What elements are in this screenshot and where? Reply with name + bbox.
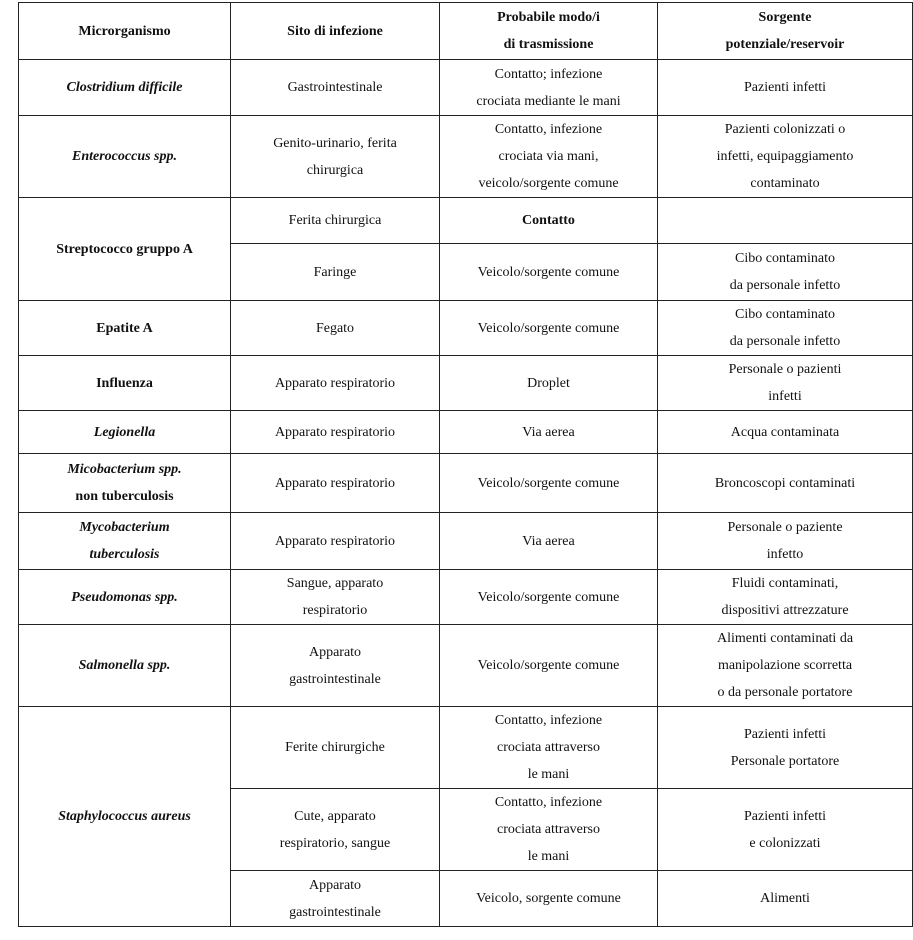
table-row: [19, 513, 913, 570]
site-cell: Cute, apparato respiratorio, sangue: [231, 789, 440, 871]
source-cell: Cibo contaminato da personale infetto: [658, 244, 913, 301]
mode-cell: Veicolo/sorgente comune: [440, 244, 658, 301]
mode-cell: Contatto, infezione crociata attraverso le mani: [440, 707, 658, 789]
source-cell: Personale o pazienti infetti: [658, 356, 913, 411]
mode-cell: Droplet: [440, 356, 658, 411]
table-row: [19, 454, 913, 513]
infection-table: [18, 2, 913, 927]
table-row: [19, 116, 913, 198]
table-row: [19, 198, 913, 244]
site-cell: Genito-urinario, ferita chirurgica: [231, 116, 440, 198]
mode-cell: Contatto, infezione crociata via mani, veicolo/sorgente comune: [440, 116, 658, 198]
source-cell: Alimenti contaminati da manipolazione scorretta o da personale portatore: [658, 625, 913, 707]
source-cell: Personale o paziente infetto: [658, 513, 913, 570]
site-cell: Apparato gastrointestinale: [231, 871, 440, 927]
organism-cell: Enterococcus spp.: [19, 116, 231, 198]
site-cell: Ferita chirurgica: [231, 198, 440, 244]
site-cell: Faringe: [231, 244, 440, 301]
header-cell: Microrganismo: [19, 3, 231, 60]
source-cell: [658, 198, 913, 244]
source-cell: Alimenti: [658, 871, 913, 927]
source-cell: Broncoscopi contaminati: [658, 454, 913, 513]
site-cell: Fegato: [231, 301, 440, 356]
mode-cell: Contatto; infezione crociata mediante le mani: [440, 60, 658, 116]
table-row: [19, 356, 913, 411]
site-cell: Ferite chirurgiche: [231, 707, 440, 789]
table-row: [19, 411, 913, 454]
source-cell: Acqua contaminata: [658, 411, 913, 454]
organism-cell: Streptococco gruppo A: [19, 198, 231, 301]
organism-cell: Epatite A: [19, 301, 231, 356]
source-cell: Pazienti infetti Personale portatore: [658, 707, 913, 789]
organism-cell: Mycobacterium tuberculosis: [19, 513, 231, 570]
site-cell: Apparato gastrointestinale: [231, 625, 440, 707]
organism-cell: Pseudomonas spp.: [19, 570, 231, 625]
mode-cell: Veicolo/sorgente comune: [440, 301, 658, 356]
mode-cell: Contatto, infezione crociata attraverso le mani: [440, 789, 658, 871]
header-cell: Sito di infezione: [231, 3, 440, 60]
mode-cell: Veicolo/sorgente comune: [440, 625, 658, 707]
organism-cell: Legionella: [19, 411, 231, 454]
organism-cell: Salmonella spp.: [19, 625, 231, 707]
site-cell: Apparato respiratorio: [231, 356, 440, 411]
site-cell: Sangue, apparato respiratorio: [231, 570, 440, 625]
source-cell: Cibo contaminato da personale infetto: [658, 301, 913, 356]
site-cell: Gastrointestinale: [231, 60, 440, 116]
table-row: [19, 60, 913, 116]
organism-cell: Clostridium difficile: [19, 60, 231, 116]
site-cell: Apparato respiratorio: [231, 454, 440, 513]
site-cell: Apparato respiratorio: [231, 411, 440, 454]
organism-cell: Micobacterium spp. non tuberculosis: [19, 454, 231, 513]
source-cell: Fluidi contaminati, dispositivi attrezzature: [658, 570, 913, 625]
source-cell: Pazienti infetti e colonizzati: [658, 789, 913, 871]
table-row: [19, 570, 913, 625]
header-cell: Probabile modo/i di trasmissione: [440, 3, 658, 60]
mode-cell: Via aerea: [440, 513, 658, 570]
mode-cell: Veicolo, sorgente comune: [440, 871, 658, 927]
mode-cell: Veicolo/sorgente comune: [440, 454, 658, 513]
site-cell: Apparato respiratorio: [231, 513, 440, 570]
header-row: [19, 3, 913, 60]
source-cell: Pazienti infetti: [658, 60, 913, 116]
source-cell: Pazienti colonizzati o infetti, equipaggiamento contaminato: [658, 116, 913, 198]
header-cell: Sorgente potenziale/reservoir: [658, 3, 913, 60]
table-row: [19, 707, 913, 789]
table-row: [19, 625, 913, 707]
mode-cell: Via aerea: [440, 411, 658, 454]
organism-cell: Staphylococcus aureus: [19, 707, 231, 927]
mode-cell: Contatto: [440, 198, 658, 244]
table-row: [19, 301, 913, 356]
mode-cell: Veicolo/sorgente comune: [440, 570, 658, 625]
organism-cell: Influenza: [19, 356, 231, 411]
